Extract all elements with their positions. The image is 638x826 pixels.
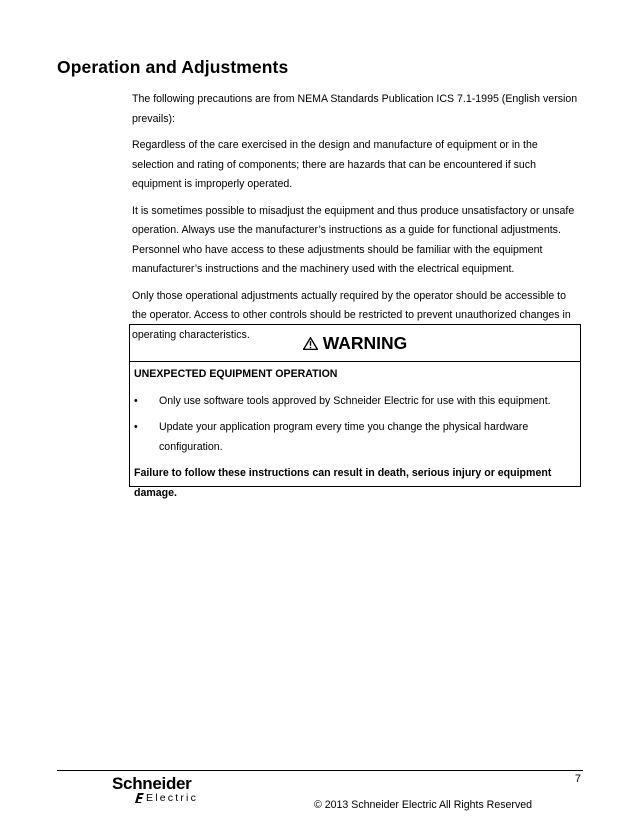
copyright-notice: © 2013 Schneider Electric All Rights Reserved bbox=[314, 799, 533, 811]
paragraph-operator: Only those operational adjustments actually required by the operator should be accessible to the operator. Access to other controls should be restricted to prevent unauthorized changes in operating characteristics. bbox=[132, 289, 571, 341]
paragraph-hazards: Regardless of the care exercised in the design and manufacture of equipment or in the selection and rating of components; there are hazards that can be encountered if such equipment is improperly operated. bbox=[132, 139, 538, 190]
logo-subtext: Electric bbox=[146, 792, 199, 804]
bullet-dot: • bbox=[134, 421, 138, 433]
list-item bbox=[134, 392, 576, 412]
body-text bbox=[132, 90, 582, 352]
bullet-text: Update your application program every time you change the physical hardware configuration. bbox=[159, 421, 529, 453]
list-item bbox=[134, 418, 576, 457]
bullet-dot: • bbox=[134, 394, 138, 407]
footer-divider bbox=[57, 770, 583, 771]
failure-statement: Failure to follow these instructions can result in death, serious injury or equipment damage. bbox=[134, 467, 552, 499]
warning-content bbox=[130, 365, 580, 503]
logo-wordmark: Schneider bbox=[112, 774, 192, 793]
warning-header bbox=[130, 325, 580, 362]
warning-subheading: UNEXPECTED EQUIPMENT OPERATION bbox=[134, 368, 338, 380]
paragraph-nema: The following precautions are from NEMA Standards Publication ICS 7.1-1995 (English version prevails): bbox=[132, 93, 578, 125]
logo-mark-icon bbox=[133, 792, 145, 804]
schneider-electric-logo bbox=[112, 775, 212, 805]
page-title: Operation and Adjustments bbox=[57, 57, 289, 77]
warning-box bbox=[129, 324, 581, 499]
page-number: 7 bbox=[574, 773, 581, 785]
warning-triangle-icon bbox=[303, 337, 318, 350]
warning-heading: WARNING bbox=[322, 332, 408, 353]
bullet-text: Only use software tools approved by Schneider Electric for use with this equipment. bbox=[159, 394, 551, 407]
paragraph-misadjust: It is sometimes possible to misadjust the equipment and thus produce unsatisfactory or unsafe operation. Always use the manufacturer’s instructions as a guide for functional adjustments. Personnel who have access to these adjustments should be familiar with the equipment manufacturer’s instructions and the machinery used with the electrical equipment. bbox=[132, 204, 575, 275]
